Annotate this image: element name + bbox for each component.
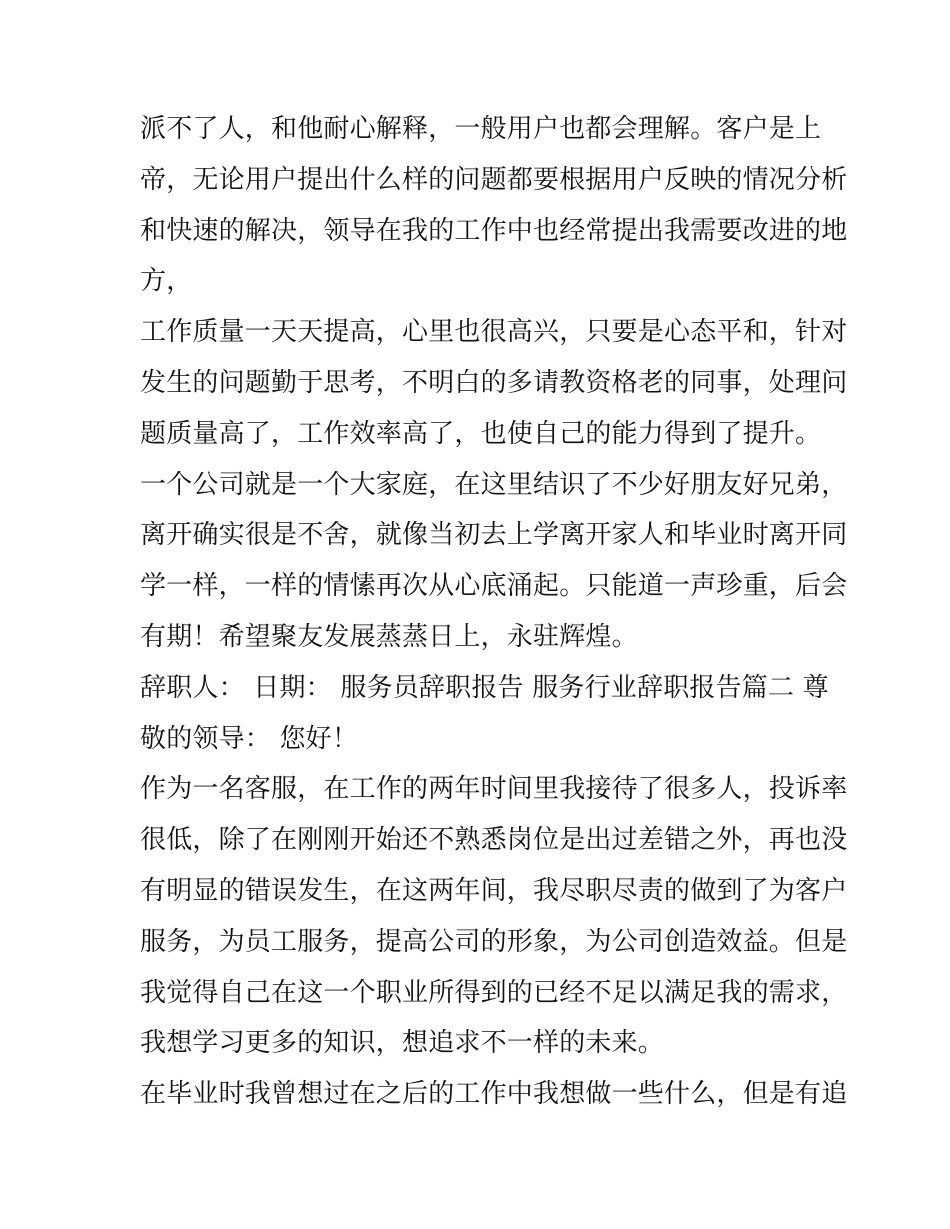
text-line-4: 方， <box>140 266 193 297</box>
text-line-17: 服务，为员工服务，提高公司的形象，为公司创造效益。但是 <box>140 926 848 957</box>
text-line-13: 敬的领导： 您好！ <box>140 723 359 754</box>
text-line-11: 有期！希望聚友发展蒸蒸日上，永驻辉煌。 <box>140 621 638 652</box>
document-body <box>140 104 848 1120</box>
text-line-12: 辞职人： 日期： 服务员辞职报告 服务行业辞职报告篇二 尊 <box>140 672 829 703</box>
text-line-8: 一个公司就是一个大家庭，在这里结识了不少好朋友好兄弟， <box>140 469 848 500</box>
text-line-6: 发生的问题勤于思考，不明白的多请教资格老的同事，处理问 <box>140 367 848 398</box>
text-line-14: 作为一名客服，在工作的两年时间里我接待了很多人，投诉率 <box>140 774 848 805</box>
text-line-16: 有明显的错误发生，在这两年间，我尽职尽责的做到了为客户 <box>140 875 848 906</box>
text-line-3: 和快速的解决，领导在我的工作中也经常提出我需要改进的地 <box>140 215 848 246</box>
text-line-1: 派不了人，和他耐心解释，一般用户也都会理解。客户是上 <box>140 114 822 144</box>
text-line-7: 题质量高了，工作效率高了，也使自己的能力得到了提升。 <box>140 418 822 449</box>
text-line-18: 我觉得自己在这一个职业所得到的已经不足以满足我的需求， <box>140 977 848 1008</box>
text-line-2: 帝，无论用户提出什么样的问题都要根据用户反映的情况分析 <box>140 164 848 195</box>
text-line-19: 我想学习更多的知识，想追求不一样的未来。 <box>140 1028 665 1059</box>
text-line-15: 很低，除了在刚刚开始还不熟悉岗位是出过差错之外，再也没 <box>140 825 848 856</box>
text-line-5: 工作质量一天天提高，心里也很高兴，只要是心态平和，针对 <box>140 317 848 348</box>
text-line-10: 学一样，一样的情愫再次从心底涌起。只能道一声珍重，后会 <box>140 571 848 602</box>
text-line-9: 离开确实很是不舍，就像当初去上学离开家人和毕业时离开同 <box>140 520 848 551</box>
text-line-20: 在毕业时我曾想过在之后的工作中我想做一些什么，但是有追 <box>140 1079 848 1110</box>
